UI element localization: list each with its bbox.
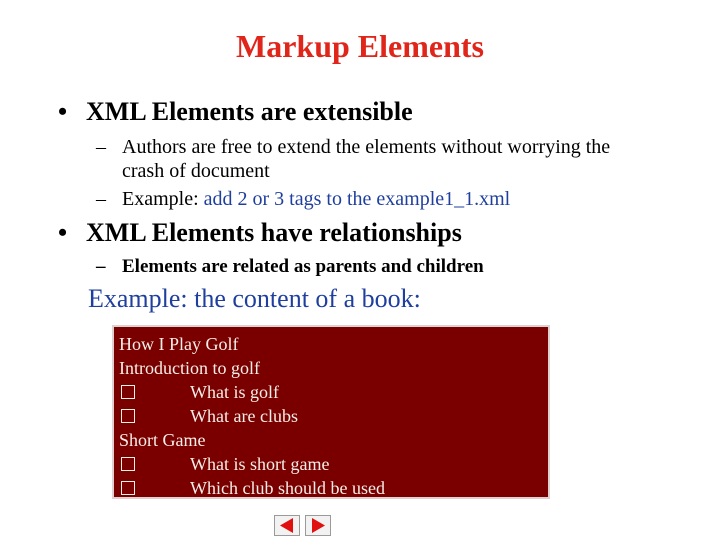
example-highlight: add 2 or 3 tags to the example1_1.xml [203, 188, 511, 210]
sub-bullet-text: Elements are related as parents and children [122, 256, 484, 277]
dash-icon: – [96, 256, 106, 277]
dash-icon: – [96, 188, 106, 210]
book-line [119, 356, 548, 380]
book-line-text: Introduction to golf [119, 358, 260, 378]
book-contents-box [112, 325, 550, 499]
square-bullet-icon [121, 457, 135, 471]
bullet-dot-icon: • [58, 97, 68, 126]
bullet-extensible [58, 97, 413, 127]
book-line-text: What is golf [190, 382, 279, 402]
book-line [119, 380, 548, 404]
example-prefix: Example: [122, 188, 204, 210]
book-line-text: How I Play Golf [119, 334, 239, 354]
prev-slide-button[interactable] [274, 515, 300, 536]
bullet-dot-icon: • [58, 218, 68, 247]
book-line [119, 428, 548, 452]
sub-bullet-example [96, 188, 510, 211]
square-bullet-icon [121, 481, 135, 495]
triangle-left-icon [274, 515, 300, 536]
sub-bullet-continuation: crash of document [122, 160, 270, 182]
next-slide-button[interactable] [305, 515, 331, 536]
square-bullet-icon [121, 385, 135, 399]
bullet-text: XML Elements have relationships [86, 218, 462, 247]
sub-bullet-parents-children [96, 256, 484, 278]
bullet-relationships [58, 218, 462, 248]
book-line-text: Short Game [119, 430, 206, 450]
book-line [119, 452, 548, 476]
book-line [119, 404, 548, 428]
dash-icon: – [96, 136, 106, 158]
sub-bullet-authors [96, 136, 610, 159]
sub-bullet-text: Authors are free to extend the elements without worrying the [122, 136, 611, 158]
example-heading: Example: the content of a book: [88, 284, 421, 313]
slide-title: Markup Elements [236, 28, 484, 64]
book-line [119, 476, 548, 500]
book-line-text: Which club should be used [190, 478, 385, 498]
square-bullet-icon [121, 409, 135, 423]
book-line-text: What is short game [190, 454, 330, 474]
book-line [119, 332, 548, 356]
book-line-text: What are clubs [190, 406, 298, 426]
triangle-right-icon [305, 515, 331, 536]
bullet-text: XML Elements are extensible [86, 97, 413, 126]
